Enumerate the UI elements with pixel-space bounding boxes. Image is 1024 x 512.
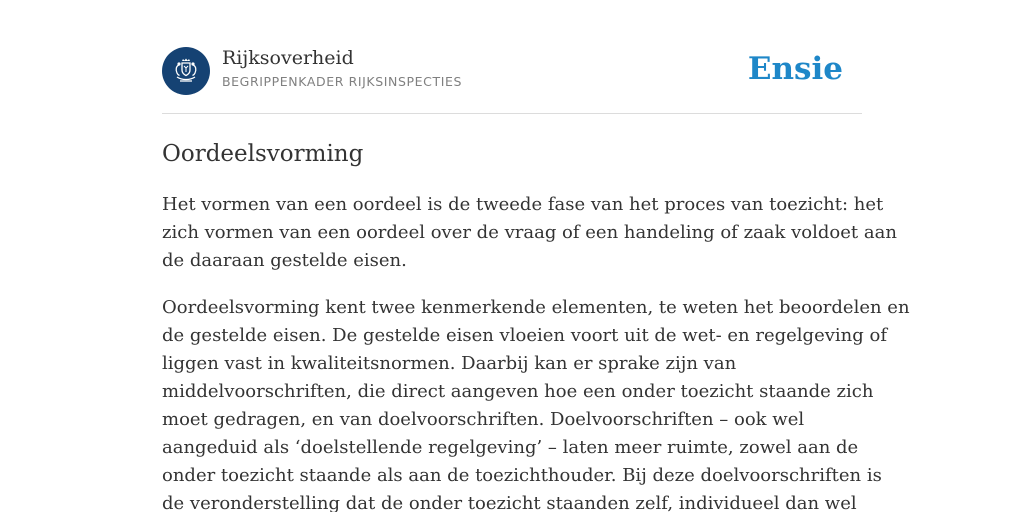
text-line: moet gedragen, en van doelvoorschriften. Doelvoorschriften – ook wel bbox=[162, 409, 805, 430]
header bbox=[162, 46, 862, 114]
paragraph-1 bbox=[162, 191, 897, 275]
page bbox=[162, 0, 910, 512]
text-line: middelvoorschriften, die direct aangeven hoe een onder toezicht staande zich bbox=[162, 381, 874, 402]
text-line: onder toezicht staande als aan de toezichthouder. Bij deze doelvoorschriften is bbox=[162, 465, 882, 486]
brand-logo[interactable]: Ensie bbox=[747, 51, 843, 87]
text-line: Het vormen van een oordeel is de tweede fase van het proces van toezicht: het bbox=[162, 194, 884, 215]
page-title: Oordeelsvorming bbox=[162, 141, 364, 167]
org-subtitle: BEGRIPPENKADER RIJKSINSPECTIES bbox=[222, 74, 463, 89]
text-line: de veronderstelling dat de onder toezicht staanden zelf, individueel dan wel bbox=[162, 493, 857, 512]
text-line: aangeduid als ‘doelstellende regelgeving’ – laten meer ruimte, zowel aan de bbox=[162, 437, 859, 458]
text-line: Oordeelsvorming kent twee kenmerkende elementen, te weten het beoordelen en bbox=[162, 297, 910, 318]
text-line: de gestelde eisen. De gestelde eisen vloeien voort uit de wet- en regelgeving of bbox=[162, 325, 887, 346]
text-line: liggen vast in kwaliteitsnormen. Daarbij kan er sprake zijn van bbox=[162, 353, 737, 374]
text-line: de daaraan gestelde eisen. bbox=[162, 250, 407, 271]
org-name: Rijksoverheid bbox=[222, 47, 354, 69]
coat-of-arms-icon bbox=[171, 56, 201, 86]
paragraph-2 bbox=[162, 294, 910, 512]
logo[interactable] bbox=[162, 47, 210, 95]
text-line: zich vormen van een oordeel over de vraag of een handeling of zaak voldoet aan bbox=[162, 222, 897, 243]
